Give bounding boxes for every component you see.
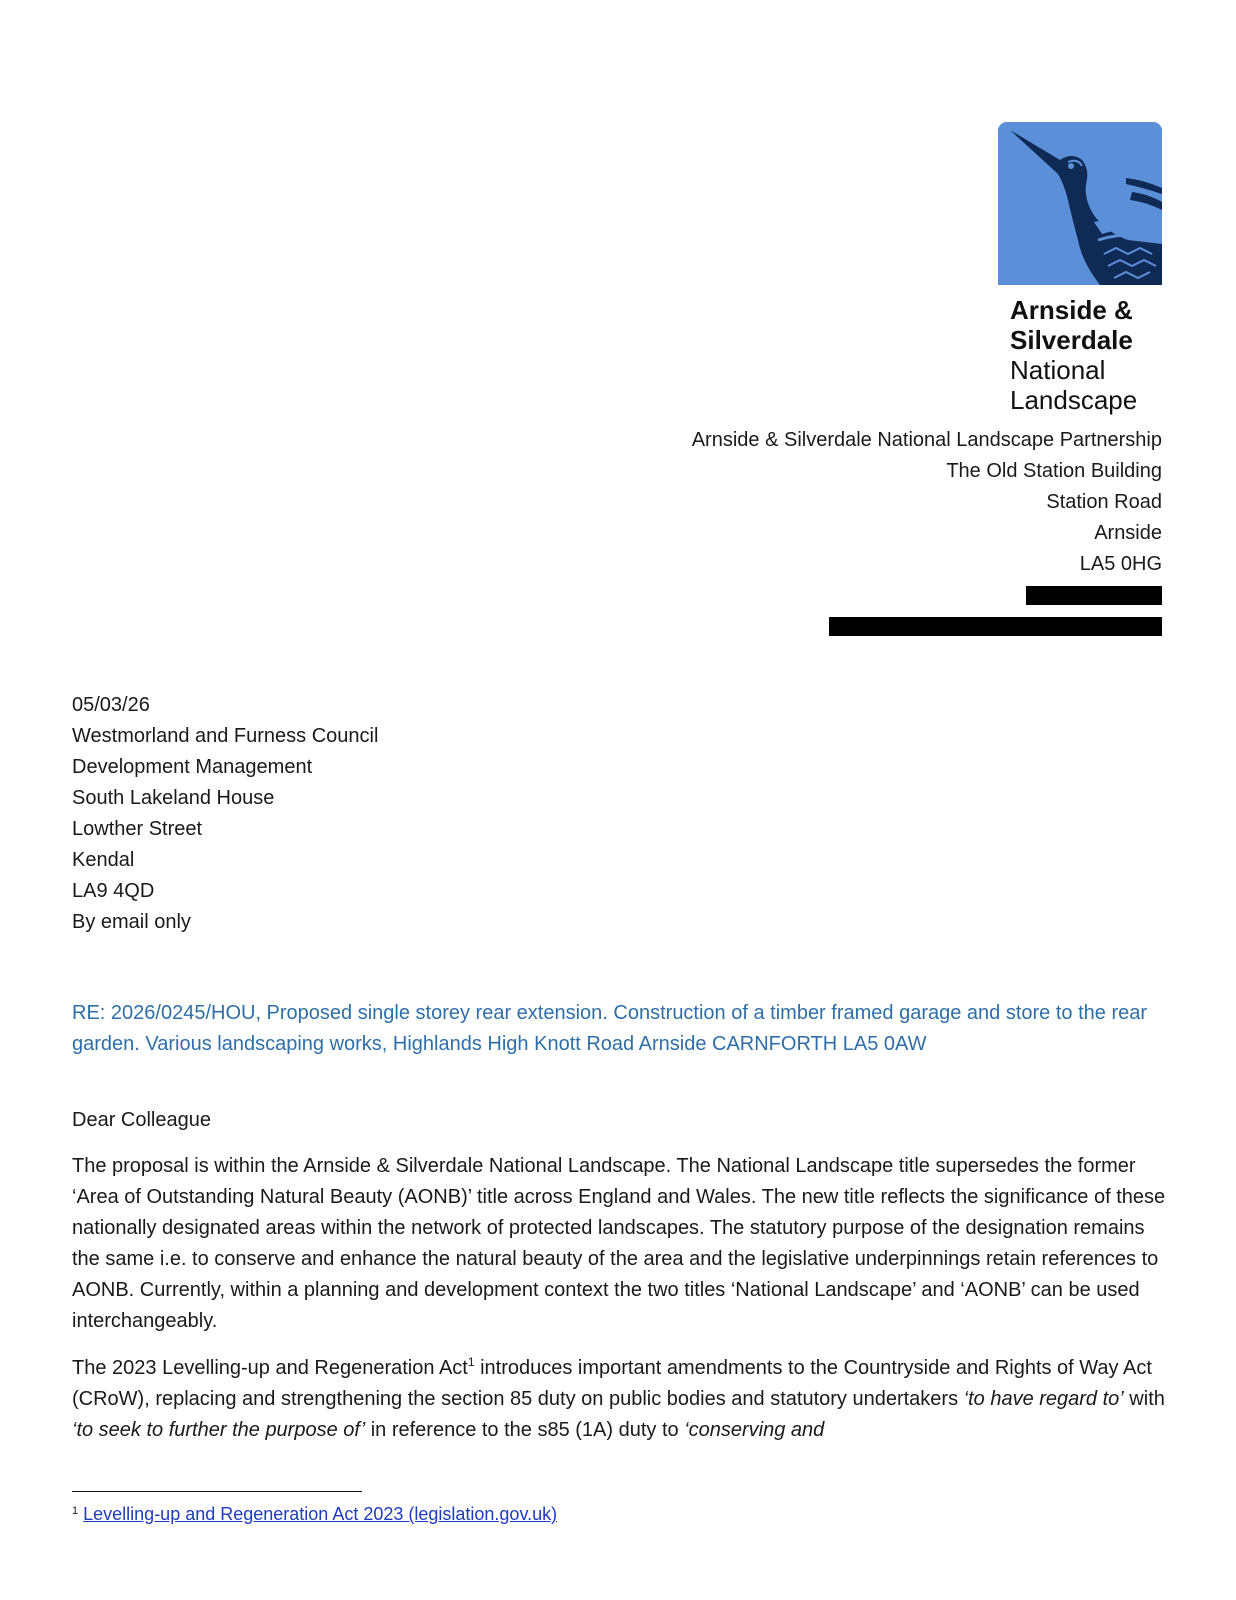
recipient-line: Kendal: [72, 849, 135, 871]
organisation-logo: [998, 122, 1162, 415]
sender-line: The Old Station Building: [946, 460, 1162, 482]
sender-line: Arnside & Silverdale National Landscape Partnership: [691, 429, 1162, 451]
paragraph-text: introduces important amendments to the Countryside and Rights of Way Act (CRoW), replacing and strengthening the section 85 duty on public bodies and statutory undertakers: [72, 1357, 1152, 1410]
quoted-text: ‘to have regard to’: [963, 1388, 1124, 1410]
logo-line-2: Silverdale: [1010, 325, 1133, 355]
footnote-reference[interactable]: 1: [467, 1355, 475, 1369]
quoted-text: ‘to seek to further the purpose of’: [72, 1419, 366, 1441]
quoted-text: ‘conserving and: [684, 1419, 825, 1441]
logo-line-3: National: [1010, 355, 1106, 385]
recipient-line: South Lakeland House: [72, 787, 275, 809]
paragraph-text: with: [1123, 1388, 1165, 1410]
logo-wordmark: [998, 295, 1162, 415]
sender-address: [692, 425, 1162, 580]
paragraph: The proposal is within the Arnside & Silverdale National Landscape. The National Landscape title supersedes the former ‘Area of Outstanding Natural Beauty (AONB)’ title across England and Wales. The new title reflects the significance of these nationally designated areas within the network of protected landscapes. The statutory purpose of the designation remains the same i.e. to conserve and enhance the natural beauty of the area and the legislative underpinnings retain references to AONB. Currently, within a planning and development context the two titles ‘National Landscape’ and ‘AONB’ can be used interchangeably.: [72, 1155, 1166, 1332]
recipient-line: By email only: [72, 911, 191, 933]
recipient-line: Westmorland and Furness Council: [72, 725, 379, 747]
footnote-link[interactable]: Levelling-up and Regeneration Act 2023 (legislation.gov.uk): [83, 1504, 558, 1524]
paragraph: [72, 1353, 1167, 1446]
paragraph-text: The 2023 Levelling-up and Regeneration Act: [72, 1357, 468, 1379]
redaction-bar: [829, 617, 1162, 636]
recipient-line: Lowther Street: [72, 818, 203, 840]
logo-line-4: Landscape: [1010, 385, 1138, 415]
logo-line-1: Arnside &: [1010, 295, 1133, 325]
redaction-bar: [1026, 586, 1162, 605]
sender-line: LA5 0HG: [1079, 553, 1162, 575]
bird-icon: [998, 122, 1162, 285]
subject-line: RE: 2026/0245/HOU, Proposed single storey rear extension. Construction of a timber framed garage and store to the rear garden. Various landscaping works, Highlands High Knott Road Arnside CARNFORTH LA5 0AW: [72, 1002, 1148, 1055]
recipient-address: [72, 690, 378, 938]
recipient-line: LA9 4QD: [72, 880, 155, 902]
paragraph-text: in reference to the s85 (1A) duty to: [365, 1419, 685, 1441]
sender-line: Arnside: [1094, 522, 1162, 544]
sender-line: Station Road: [1046, 491, 1162, 513]
salutation: Dear Colleague: [72, 1109, 211, 1131]
letter-date: 05/03/26: [72, 694, 150, 716]
footnote: [72, 1502, 557, 1526]
footnote-marker: 1: [72, 1505, 79, 1517]
letter-body: [72, 1105, 1167, 1462]
recipient-line: Development Management: [72, 756, 313, 778]
footnote-divider: [72, 1491, 362, 1492]
